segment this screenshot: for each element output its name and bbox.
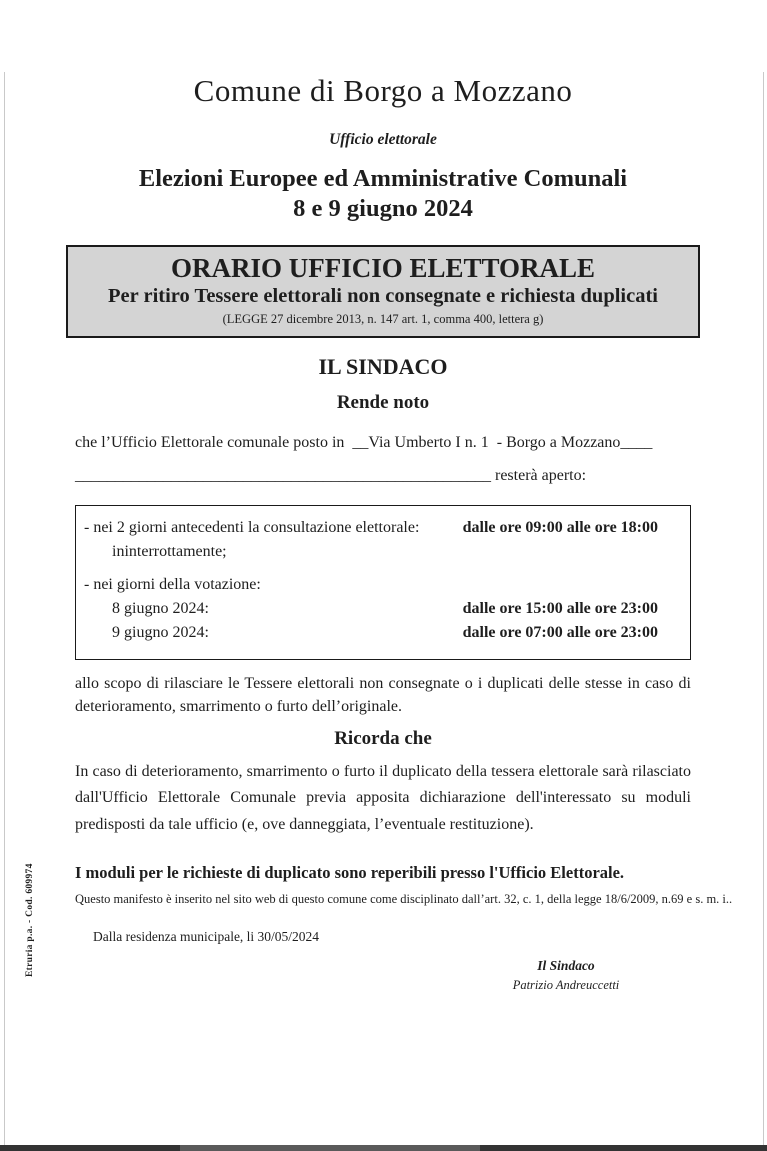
hours-row [84, 573, 658, 597]
signature-name: Patrizio Andreuccetti [512, 978, 620, 993]
sindaco-heading: IL SINDACO [318, 353, 448, 379]
hours-row-label: 8 giugno 2024: [112, 599, 209, 617]
election-title-line1: Elezioni Europee ed Amministrative Comunali [138, 165, 628, 193]
hours-row-label: - nei giorni della votazione: [84, 575, 261, 593]
office-subtitle: Ufficio elettorale [329, 131, 437, 149]
orario-box-subtitle: Per ritiro Tessere elettorali non consegnate e richiesta duplicati [108, 284, 658, 307]
orario-box [66, 245, 700, 338]
orario-box-title: ORARIO UFFICIO ELETTORALE [170, 252, 596, 283]
commune-title: Comune di Borgo a Mozzano [193, 73, 573, 108]
issue-date-line: Dalla residenza municipale, li 30/05/2024 [93, 929, 320, 945]
office-address-line: che l’Ufficio Elettorale comunale posto in __Via Umberto I n. 1 - Borgo a Mozzano____ [75, 433, 653, 451]
horizontal-scrollbar[interactable] [0, 1145, 767, 1151]
signature-block [441, 958, 691, 993]
hours-row [84, 516, 658, 540]
hours-row [84, 540, 658, 564]
document-page [0, 72, 767, 993]
hours-row-time: dalle ore 07:00 alle ore 23:00 [462, 623, 658, 641]
hours-row-label: - nei 2 giorni antecedenti la consultazione elettorale: [84, 518, 420, 536]
printer-code-note: Etruria p.a. - Cod. 609974 [25, 863, 35, 977]
orario-box-law-reference: (LEGGE 27 dicembre 2013, n. 147 art. 1, comma 400, lettera g) [222, 311, 544, 326]
hours-box [75, 505, 691, 660]
ricorda-paragraph: In caso di deterioramento, smarrimento o furto il duplicato della tessera elettorale sarà rilasciato dall'Ufficio Elettorale Comunale previa apposita dichiarazione dell'interessato su moduli predisposti da tale ufficio (e, ove danneggiata, l’eventuale restituzione). [75, 762, 691, 833]
blank-fill-line: ____________________________________________________ resterà aperto: [75, 466, 587, 484]
election-title-line2: 8 e 9 giugno 2024 [293, 195, 473, 223]
scrollbar-thumb[interactable] [180, 1145, 480, 1151]
hours-row-time: dalle ore 15:00 alle ore 23:00 [462, 599, 658, 617]
website-legal-note: Questo manifesto è inserito nel sito web di questo comune come disciplinato dall’art. 32, c. 1, della legge 18/6/2009, n.69 e s. m. i.. [75, 892, 733, 907]
page-right-edge [763, 72, 764, 1145]
hours-row-label: ininterrottamente; [112, 542, 227, 560]
rende-noto-heading: Rende noto [336, 391, 430, 413]
hours-row [84, 621, 658, 645]
purpose-paragraph: allo scopo di rilasciare le Tessere elettorali non consegnate o i duplicati delle stesse in caso di deterioramento, smarrimento o furto dell’originale. [75, 674, 691, 716]
hours-row [84, 597, 658, 621]
signature-role: Il Sindaco [537, 958, 595, 974]
ricorda-che-heading: Ricorda che [334, 727, 432, 749]
hours-row-time: dalle ore 09:00 alle ore 18:00 [462, 518, 658, 536]
hours-row-label: 9 giugno 2024: [112, 623, 209, 641]
moduli-notice-line: I moduli per le richieste di duplicato sono reperibili presso l'Ufficio Elettorale. [75, 863, 625, 883]
page-left-edge [4, 72, 5, 1145]
